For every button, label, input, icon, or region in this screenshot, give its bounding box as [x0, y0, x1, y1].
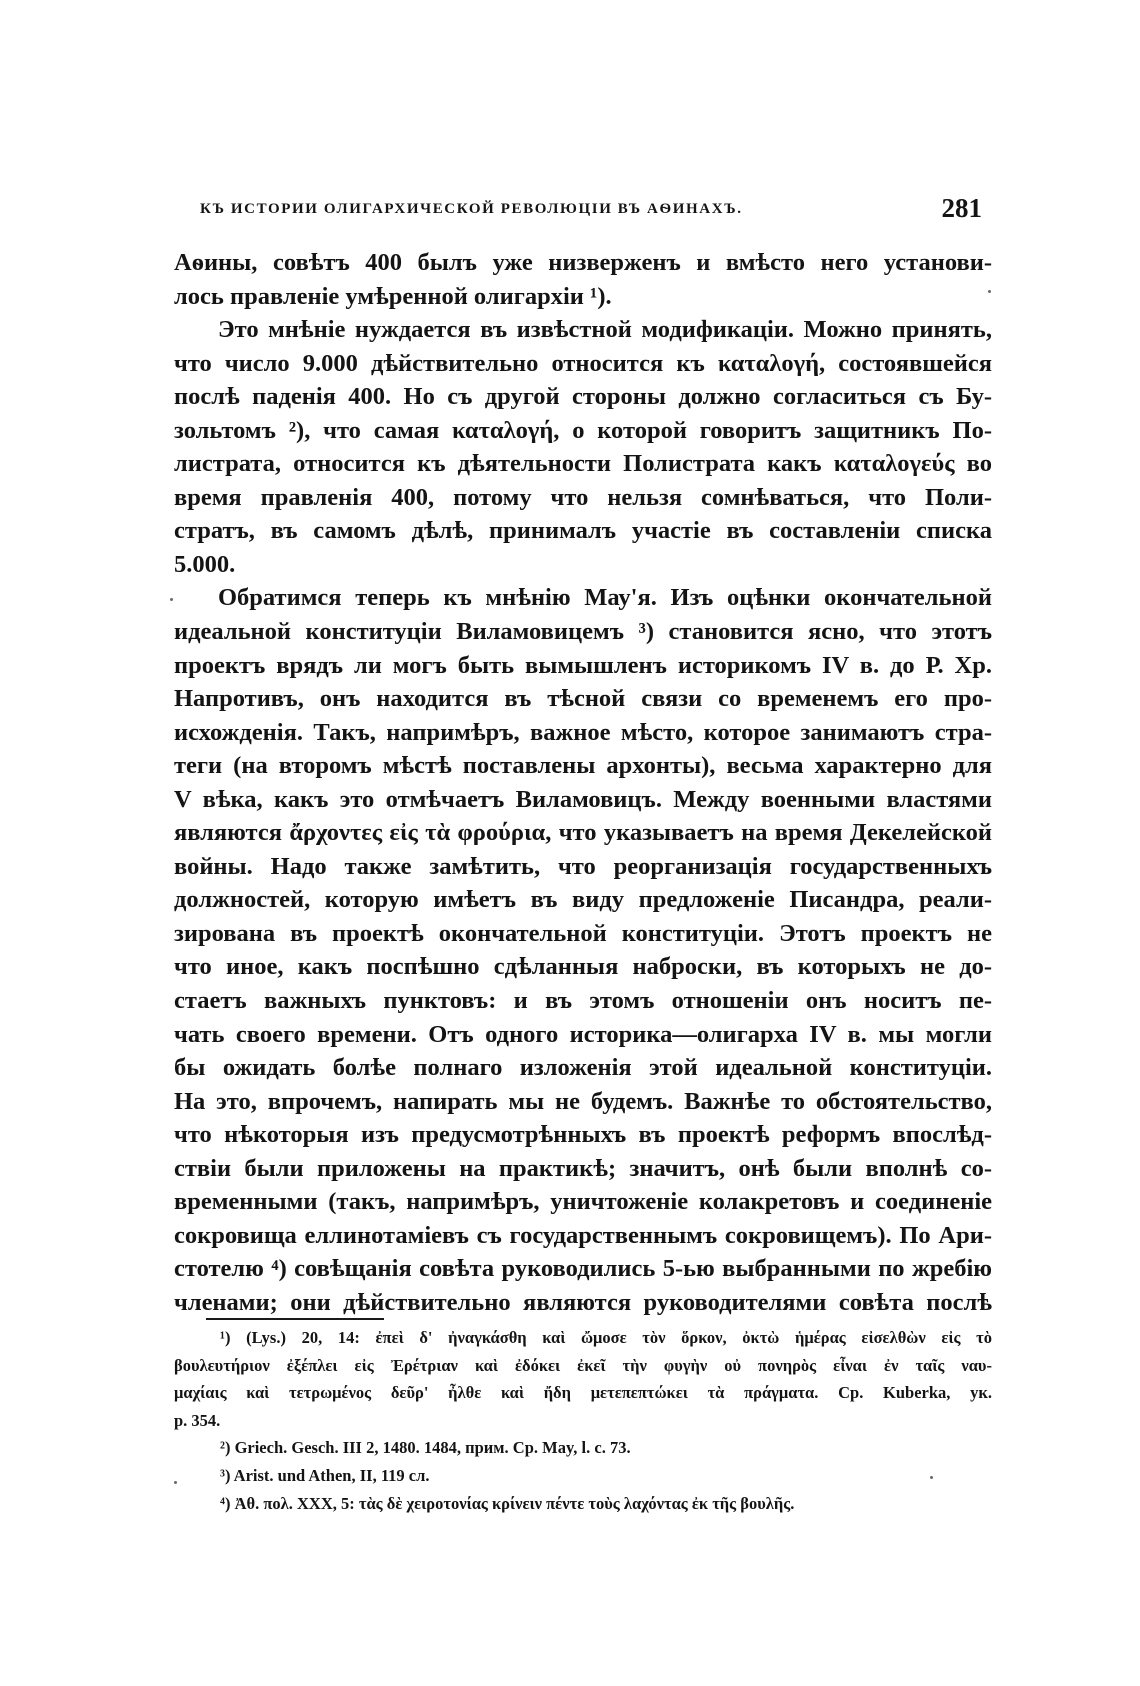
footnote-separator: [206, 1318, 384, 1320]
footnote-line: ²) Griech. Gesch. III 2, 1480. 1484, прим. Ср. May, l. c. 73.: [220, 1438, 631, 1458]
text-line: войны. Надо также замѣтить, что реорганизація государственныхъ: [174, 852, 992, 880]
text-line: Аѳины, совѣтъ 400 былъ уже низверженъ и вмѣсто него установи-: [174, 249, 992, 276]
page-number: 281: [941, 193, 982, 223]
text-line: теги (на второмъ мѣстѣ поставлены архонты), весьма характерно для: [174, 752, 992, 780]
text-line: зольтомъ ²), что самая καταλογή, о которой говоритъ защитникъ По-: [174, 416, 992, 444]
text-line: стратъ, въ самомъ дѣлѣ, принималъ участіе въ составленіи списка: [174, 517, 992, 545]
text-line: что число 9.000 дѣйствительно относится къ καταλογή, состоявшейся: [174, 349, 992, 377]
text-line: бы ожидать болѣе полнаго изложенія этой идеальной конституціи.: [174, 1054, 992, 1082]
scan-speck: [170, 598, 173, 601]
main-text: [174, 246, 992, 1320]
footnote-line: р. 354.: [174, 1410, 221, 1430]
text-line: что нѣкоторыя изъ предусмотрѣнныхъ въ проектѣ реформъ впослѣд-: [174, 1121, 992, 1149]
text-line: являются ἄρχοντες εἰς τὰ φρούρια, что указываетъ на время Декелейской: [174, 819, 992, 847]
page-header: [185, 195, 985, 235]
text-line: что иное, какъ поспѣшно сдѣланныя наброски, въ которыхъ не до-: [174, 953, 992, 981]
text-line: проектъ врядъ ли могъ быть вымышленъ историкомъ IV в. до Р. Хр.: [174, 651, 992, 679]
text-line: чать своего времени. Отъ одного историка—олигарха IV в. мы могли: [174, 1020, 992, 1048]
text-line: время правленія 400, потому что нельзя сомнѣваться, что Поли-: [174, 483, 992, 511]
text-line: стотелю ⁴) совѣщанія совѣта руководились 5-ью выбранными по жребію: [174, 1255, 992, 1283]
footnote-line: ⁴) Ἀθ. πολ. XXX, 5: τὰς δὲ χειροτονίας κρίνειν πέντε τοὺς λαχόντας ἐκ τῆς βουλῆς.: [220, 1493, 795, 1513]
text-line: зирована въ проектѣ окончательной конституціи. Этотъ проектъ не: [174, 919, 992, 947]
text-line: временными (такъ, напримѣръ, уничтоженіе колакретовъ и соединеніе: [174, 1188, 992, 1216]
running-head: КЪ ИСТОРИИ ОЛИГАРХИЧЕСКОЙ РЕВОЛЮЦІИ ВЪ АѲИНАХЪ.: [200, 201, 743, 217]
text-line: исхожденія. Такъ, напримѣръ, важное мѣсто, которое занимаютъ стра-: [174, 718, 992, 746]
text-line: листрата, относится къ дѣятельности Полистрата какъ καταλογεύς во: [174, 450, 992, 478]
text-line: 5.000.: [174, 550, 236, 578]
text-line: сокровища еллинотаміевъ съ государственнымъ сокровищемъ). По Ари-: [174, 1221, 992, 1249]
footnote-line: ³) Arist. und Athen, II, 119 сл.: [220, 1465, 430, 1485]
text-line: ствіи были приложены на практикѣ; значитъ, онѣ были вполнѣ со-: [174, 1154, 992, 1182]
text-line: членами; они дѣйствительно являются руководителями совѣта послѣ: [174, 1288, 992, 1316]
text-line: Это мнѣніе нуждается въ извѣстной модификаціи. Можно принять,: [218, 316, 992, 344]
scan-speck: [988, 290, 991, 293]
text-line: Напротивъ, онъ находится въ тѣсной связи со временемъ его про-: [174, 685, 992, 713]
footnote-line: βουλευτήριον ἐξέπλει εἰς Ἐρέτριαν καὶ ἐδόκει ἐκεῖ τὴν φυγὴν οὐ πονηρὸς εἶναι ἐν ταῖς ναυ-: [174, 1355, 992, 1375]
text-line: должностей, которую имѣетъ въ виду предложеніе Писандра, реали-: [174, 886, 992, 914]
text-line: лось правленіе умѣренной олигархіи ¹).: [174, 282, 612, 310]
scan-speck: [174, 1481, 177, 1484]
text-line: стаетъ важныхъ пунктовъ: и въ этомъ отношеніи онъ носитъ пе-: [174, 987, 992, 1015]
footnotes: [174, 1324, 992, 1517]
text-line: V вѣка, какъ это отмѣчаетъ Виламовицъ. Между военными властями: [174, 785, 992, 813]
footnote-line: μαχίαις καὶ τετρωμένος δεῦρ' ἦλθε καὶ ἤδη μετεπεπτώκει τὰ πράγματα. Ср. Kuberka, ук.: [174, 1383, 992, 1403]
text-line: На это, впрочемъ, напирать мы не будемъ. Важнѣе то обстоятельство,: [174, 1087, 992, 1115]
text-line: послѣ паденія 400. Но съ другой стороны должно согласиться съ Бу-: [174, 383, 992, 411]
footnote-line: ¹) (Lys.) 20, 14: ἐπεὶ δ' ἠναγκάσθη καὶ ὤμοσε τὸν ὅρκον, ὀκτὼ ἡμέρας εἰσελθὼν εἰς τὸ: [220, 1328, 992, 1347]
scan-speck: [930, 1476, 933, 1479]
text-line: Обратимся теперь къ мнѣнію Мау'я. Изъ оцѣнки окончательной: [218, 584, 992, 612]
text-line: идеальной конституціи Виламовицемъ ³) становится ясно, что этотъ: [174, 618, 992, 646]
